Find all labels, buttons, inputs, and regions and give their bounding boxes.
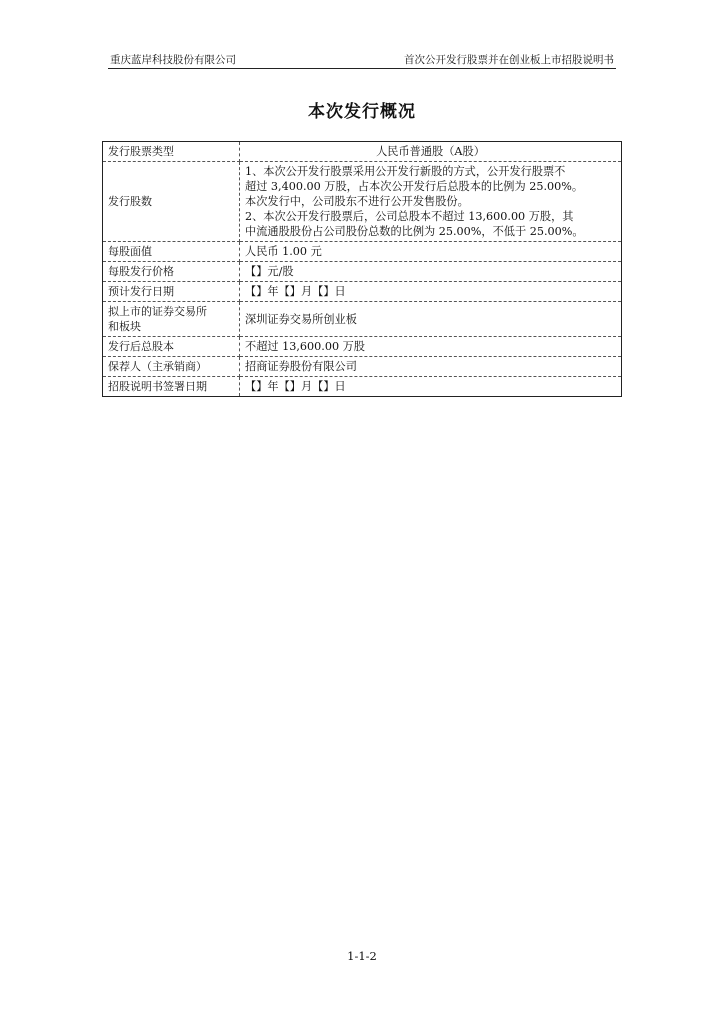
- label-line: 拟上市的证券交易所: [108, 305, 207, 318]
- row-value: [240, 337, 622, 357]
- value-line: 招商证券股份有限公司: [245, 360, 357, 373]
- value-line: 人民币普通股（A股）: [376, 145, 485, 158]
- table-row: [103, 357, 622, 377]
- row-value: [240, 377, 622, 397]
- header-document-title: 首次公开发行股票并在创业板上市招股说明书: [404, 54, 614, 66]
- row-value: [240, 357, 622, 377]
- row-value: [240, 242, 622, 262]
- table-row: [103, 142, 622, 162]
- table-row: [103, 262, 622, 282]
- table-row: [103, 242, 622, 262]
- row-label: 发行股数: [103, 162, 240, 242]
- value-line: 深圳证券交易所创业板: [245, 312, 357, 326]
- value-line: 1、本次公开发行股票采用公开发行新股的方式，公开发行股票不: [245, 165, 566, 178]
- table-row: [103, 162, 622, 242]
- value-line: 人民币 1.00 元: [245, 245, 322, 258]
- page-number: 1-1-2: [347, 949, 377, 963]
- value-line: 中流通股股份占公司股份总数的比例为 25.00%，不低于 25.00%。: [245, 225, 584, 238]
- row-label: [103, 302, 240, 337]
- offering-overview-table: [102, 141, 622, 397]
- row-label: 保荐人（主承销商）: [103, 357, 240, 377]
- row-value: [240, 142, 622, 162]
- value-line: 【】年【】月【】日: [245, 285, 346, 298]
- table-row: [103, 377, 622, 397]
- row-value: [240, 262, 622, 282]
- row-label: 发行股票类型: [103, 142, 240, 162]
- row-value: [240, 282, 622, 302]
- row-label: 每股面值: [103, 242, 240, 262]
- row-value: [240, 302, 622, 337]
- value-line: 2、本次公开发行股票后，公司总股本不超过 13,600.00 万股，其: [245, 210, 574, 223]
- row-label: 每股发行价格: [103, 262, 240, 282]
- label-line: 和板块: [108, 320, 141, 333]
- value-line: 本次发行中，公司股东不进行公开发售股份。: [245, 195, 469, 208]
- table-row: [103, 302, 622, 337]
- value-line: 超过 3,400.00 万股，占本次公开发行后总股本的比例为 25.00%。: [245, 180, 584, 193]
- row-label: 预计发行日期: [103, 282, 240, 302]
- row-label: 招股说明书签署日期: [103, 377, 240, 397]
- row-label: 发行后总股本: [103, 337, 240, 357]
- value-line: 【】年【】月【】日: [245, 380, 346, 393]
- header-company: 重庆蓝岸科技股份有限公司: [110, 54, 236, 66]
- row-value: [240, 162, 622, 242]
- table-row: [103, 337, 622, 357]
- page-title: 本次发行概况: [308, 102, 416, 122]
- page-header: [108, 50, 616, 69]
- value-line: 不超过 13,600.00 万股: [245, 340, 365, 353]
- table-row: [103, 282, 622, 302]
- value-line: 【】元/股: [245, 265, 294, 278]
